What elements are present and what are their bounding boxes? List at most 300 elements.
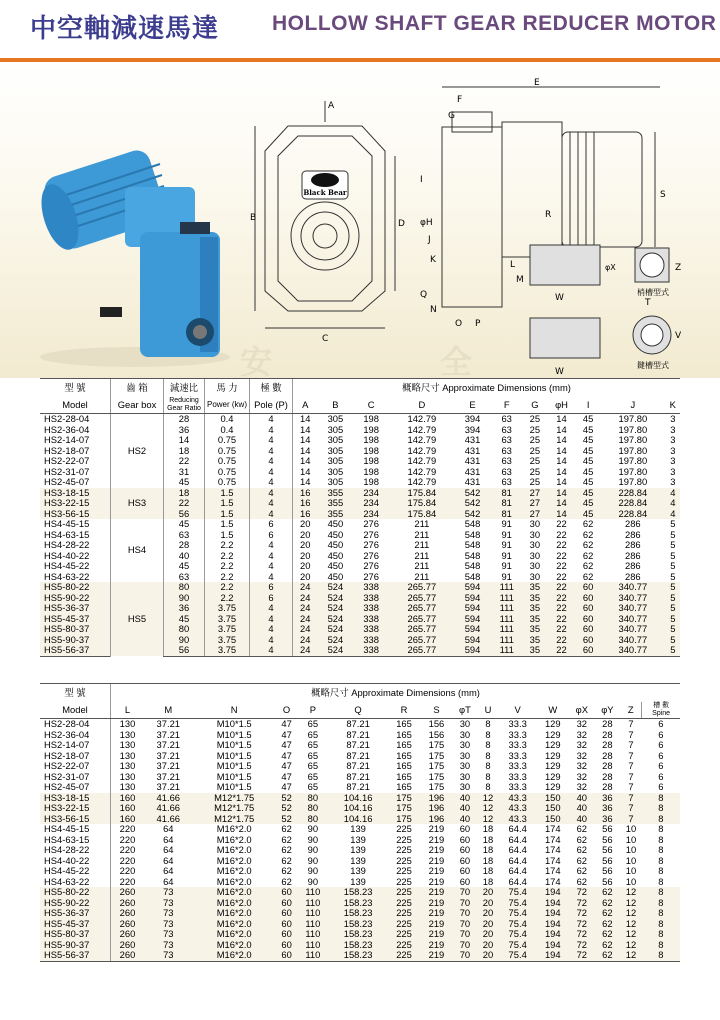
- cell-value: 18: [164, 446, 205, 457]
- cell-value: 60: [582, 581, 594, 592]
- cell-value: 60: [582, 602, 594, 613]
- cell-value: 175.84: [407, 507, 437, 519]
- cell-value: 7: [628, 812, 634, 824]
- cell-value: 91: [501, 539, 512, 550]
- cell-value: 355: [327, 507, 344, 519]
- cell-value: 3.75: [205, 603, 250, 614]
- cell-value: 8: [485, 781, 491, 792]
- cell-value: 64.4: [508, 854, 527, 866]
- col-dim-I: I: [576, 397, 600, 414]
- cell-value: 3.75: [205, 635, 250, 646]
- cell-value: 90: [307, 854, 319, 866]
- cell-value: 129: [544, 781, 561, 792]
- cell-value: 14: [556, 476, 567, 487]
- cell-value: 52: [281, 812, 292, 824]
- cell-value: 7: [628, 770, 634, 782]
- cell-value: 175: [396, 791, 412, 803]
- cell-value: M16*2.0: [216, 928, 252, 939]
- cell-value: 225: [396, 865, 412, 876]
- dim-label: M: [516, 275, 524, 285]
- cell-value: 139: [350, 854, 366, 866]
- cell-value: 62: [582, 560, 594, 571]
- dim-label: V: [675, 331, 682, 341]
- cell-value: 24: [293, 624, 318, 635]
- cell-value: 260: [111, 898, 144, 909]
- cell-value: 62: [576, 823, 588, 834]
- cell-model: HS2-28-04: [44, 413, 90, 424]
- cell-value: 225: [396, 833, 412, 845]
- cell-value: 80: [164, 582, 205, 593]
- cell-value: 594: [464, 591, 481, 603]
- cell-value: 156: [428, 718, 445, 729]
- cell-value: 37.21: [156, 718, 181, 729]
- cell-model: HS2-14-07: [44, 739, 90, 750]
- cell-value: 340.77: [618, 612, 648, 624]
- cell-value: 260: [111, 940, 144, 951]
- cell-value: 8: [658, 844, 664, 855]
- cell-value: 165: [396, 718, 412, 729]
- cell-value: 104.16: [343, 802, 373, 813]
- dim-label: J: [428, 235, 431, 245]
- cell-value: 45: [164, 561, 205, 572]
- cell-value: 47: [281, 770, 292, 782]
- cell-value: 4: [670, 486, 676, 498]
- cell-value: 524: [327, 612, 344, 624]
- cell-value: 14: [556, 486, 567, 498]
- cell-value: 340.77: [618, 633, 648, 645]
- cell-value: 12: [625, 896, 637, 908]
- cell-value: 594: [464, 623, 481, 634]
- cell-value: 228.84: [618, 497, 648, 508]
- cell-value: 8: [658, 812, 664, 824]
- cell-value: 8: [485, 770, 491, 782]
- cell-value: 8: [485, 760, 491, 771]
- cell-model: HS5-36-37: [44, 602, 90, 613]
- cell-value: 33.3: [508, 718, 527, 729]
- col-dim-φH: φH: [547, 397, 576, 414]
- cell-value: 10: [625, 823, 637, 834]
- cell-model: HS5-80-22: [44, 886, 90, 897]
- col-pole-en: Pole (P): [250, 397, 293, 414]
- cell-value: 60: [281, 938, 292, 950]
- cell-value: 14: [293, 414, 318, 425]
- cell-value: 22: [556, 623, 567, 634]
- cell-value: M12*1.75: [214, 812, 255, 824]
- cell-value: 338: [363, 602, 379, 613]
- col-dim-E: E: [455, 397, 491, 414]
- cell-value: 22: [164, 456, 205, 467]
- cell-value: 160: [111, 803, 144, 814]
- cell-value: 30: [529, 560, 541, 571]
- cell-value: 45: [582, 423, 594, 435]
- cell-value: 45: [582, 413, 594, 424]
- cell-model: HS3-22-15: [44, 802, 90, 813]
- cell-model: HS4-28-22: [44, 844, 90, 855]
- cell-value: 0.75: [205, 467, 250, 478]
- col-dim-B: B: [318, 397, 354, 414]
- cell-value: 10: [625, 875, 637, 887]
- cell-value: 139: [350, 833, 366, 845]
- cell-value: 30: [529, 549, 541, 561]
- cell-value: 91: [501, 560, 512, 571]
- cell-model: HS2-22-07: [44, 455, 90, 466]
- cell-value: 35: [529, 612, 541, 624]
- cell-value: 7: [628, 802, 634, 813]
- cell-value: 35: [529, 581, 541, 592]
- cell-value: 64: [163, 875, 174, 887]
- cell-value: 5: [670, 539, 676, 550]
- cell-value: 340.77: [618, 623, 648, 634]
- cell-value: 265.77: [407, 581, 437, 592]
- cell-value: 37.21: [156, 770, 181, 782]
- col-dim-V: V: [499, 702, 537, 719]
- cell-value: 276: [363, 570, 379, 582]
- cell-value: 14: [556, 507, 567, 519]
- cell-value: 62: [281, 865, 292, 876]
- cell-value: 0.4: [205, 414, 250, 425]
- dim-label: W: [555, 367, 564, 377]
- table-row: [40, 782, 680, 793]
- cell-model: HS4-63-22: [44, 875, 90, 887]
- cell-value: 211: [414, 570, 430, 582]
- cell-value: 8: [658, 938, 664, 950]
- cell-value: 6: [658, 739, 664, 750]
- cell-value: M10*1.5: [216, 749, 252, 761]
- cell-value: 56: [602, 875, 613, 887]
- cell-value: 22: [556, 518, 567, 529]
- cell-value: 73: [163, 907, 174, 918]
- col-dim-K: K: [666, 397, 680, 414]
- cell-value: 142.79: [407, 444, 437, 456]
- cell-value: 165: [396, 749, 412, 761]
- cell-value: 7: [628, 760, 634, 771]
- cell-value: 36: [602, 791, 613, 803]
- table-row: [40, 845, 680, 856]
- dim-label: N: [430, 305, 437, 315]
- cell-value: 32: [576, 749, 588, 761]
- cell-value: 175.84: [407, 497, 437, 508]
- cell-value: 4: [250, 624, 293, 635]
- cell-value: 47: [281, 718, 292, 729]
- cell-value: 111: [499, 581, 514, 592]
- cell-value: 220: [111, 856, 144, 867]
- cell-value: 260: [111, 929, 144, 940]
- cell-value: 104.16: [343, 812, 373, 824]
- cell-value: 28: [602, 739, 613, 750]
- cell-value: 73: [163, 928, 174, 939]
- cell-value: 60: [576, 645, 600, 656]
- col-power-zh: 馬 力: [205, 379, 250, 398]
- cell-value: 6: [658, 728, 664, 740]
- cell-value: 220: [111, 845, 144, 856]
- cell-value: 56: [164, 645, 205, 656]
- cell-value: 338: [363, 591, 379, 603]
- cell-value: 72: [576, 928, 588, 939]
- cell-value: 175: [428, 770, 445, 782]
- cell-value: 338: [363, 633, 379, 645]
- col-dim-A: A: [293, 397, 318, 414]
- cell-value: 4: [250, 435, 293, 446]
- cell-value: 110: [297, 950, 328, 961]
- cell-value: 27: [529, 497, 541, 508]
- cell-value: 130: [111, 782, 144, 793]
- col-ratio-zh: 減速比: [164, 379, 205, 398]
- cell-value: 22: [547, 645, 576, 656]
- cell-value: 20: [293, 572, 318, 583]
- cell-value: 355: [327, 486, 344, 498]
- col-pole-zh: 極 數: [250, 379, 293, 398]
- cell-value: 260: [111, 919, 144, 930]
- cell-value: 394: [464, 413, 481, 424]
- cell-value: 60: [582, 623, 594, 634]
- cell-value: 220: [111, 877, 144, 888]
- cell-value: 142.79: [407, 476, 437, 487]
- cell-value: 6: [658, 770, 664, 782]
- cell-value: 219: [428, 907, 445, 918]
- cell-value: 60: [281, 917, 292, 929]
- cell-value: 548: [464, 549, 481, 561]
- cell-model: HS3-18-15: [44, 486, 90, 498]
- cell-value: 63: [501, 444, 512, 456]
- cell-value: 8: [658, 886, 664, 897]
- cell-value: 22: [556, 581, 567, 592]
- cell-value: 5: [670, 581, 676, 592]
- cell-value: 110: [305, 896, 321, 908]
- cell-value: 175: [396, 812, 412, 824]
- col-model-en: Model: [40, 702, 111, 719]
- cell-value: 62: [576, 854, 588, 866]
- cell-value: 219: [428, 875, 445, 887]
- cell-value: 4: [250, 645, 293, 656]
- cell-value: 174: [544, 854, 561, 866]
- cell-value: 548: [464, 539, 481, 550]
- cell-value: 10: [625, 854, 637, 866]
- cell-value: 72: [576, 886, 588, 897]
- col-dim-F: F: [490, 397, 523, 414]
- cell-value: 37.21: [156, 728, 181, 740]
- cell-value: 14: [556, 497, 567, 508]
- cell-value: 158.23: [328, 950, 387, 961]
- cell-value: 64: [163, 823, 174, 834]
- cell-value: 30: [529, 528, 541, 540]
- cell-value: 110: [305, 907, 321, 918]
- cell-value: 276: [363, 539, 379, 550]
- table-row: [40, 887, 680, 898]
- cell-value: 431: [464, 434, 481, 445]
- cell-value: M16*2.0: [216, 938, 252, 950]
- cell-value: 1.5: [205, 519, 250, 530]
- cell-value: 64: [163, 854, 174, 866]
- cell-value: 60: [459, 854, 471, 866]
- cell-value: 32: [576, 781, 588, 792]
- cell-value: M10*1.5: [216, 739, 252, 750]
- cell-value: 62: [576, 865, 588, 876]
- cell-value: 56: [602, 854, 613, 866]
- cell-value: 14: [164, 435, 205, 446]
- cell-value: 276: [363, 549, 379, 561]
- cell-value: 338: [353, 645, 389, 656]
- brand-label: Black Bear: [303, 188, 347, 197]
- cell-value: 198: [363, 444, 379, 456]
- cell-value: 91: [501, 528, 512, 540]
- cell-value: 6: [658, 760, 664, 771]
- cell-value: 24: [293, 614, 318, 625]
- cell-value: 197.80: [618, 455, 648, 466]
- cell-value: 165: [396, 760, 412, 771]
- cell-model: HS3-18-15: [44, 791, 90, 803]
- cell-value: 80: [307, 812, 319, 824]
- cell-model: HS4-63-15: [44, 528, 90, 540]
- cell-value: 65: [307, 781, 319, 792]
- cell-value: 104.16: [343, 791, 373, 803]
- cell-value: 56: [602, 833, 613, 845]
- cell-value: 40: [164, 551, 205, 562]
- dim-label: L: [510, 260, 516, 270]
- cell-value: 52: [281, 791, 292, 803]
- cell-value: 22: [556, 612, 567, 624]
- cell-value: 219: [428, 865, 445, 876]
- cell-value: 62: [602, 938, 613, 950]
- cell-value: M12*1.75: [214, 791, 255, 803]
- cell-value: 4: [250, 467, 293, 478]
- cell-value: 139: [350, 875, 366, 887]
- dim-label: E: [534, 78, 540, 88]
- cell-value: 305: [327, 465, 344, 477]
- cell-model: HS3-56-15: [44, 507, 90, 519]
- cell-value: 32: [576, 728, 588, 740]
- cell-value: 33.3: [508, 770, 527, 782]
- cell-value: 22: [556, 539, 567, 550]
- cell-value: 305: [327, 476, 344, 487]
- cell-value: 81: [501, 497, 512, 508]
- cell-value: 27: [529, 507, 541, 519]
- cell-value: 260: [111, 908, 144, 919]
- table-row: [40, 929, 680, 940]
- table-row: [40, 519, 680, 530]
- cell-value: 4: [670, 507, 676, 519]
- cell-value: 45: [582, 476, 594, 487]
- shaft-detail-drawing: [525, 240, 715, 380]
- cell-value: 225: [396, 844, 412, 855]
- cell-value: 0.75: [205, 446, 250, 457]
- cell-value: 30: [459, 728, 471, 740]
- cell-value: 30: [459, 718, 471, 729]
- cell-value: 4: [250, 414, 293, 425]
- cell-value: 150: [544, 812, 561, 824]
- cell-value: 75.4: [508, 907, 527, 918]
- cell-value: 90: [164, 635, 205, 646]
- cell-value: 35: [529, 602, 541, 613]
- cell-value: 6: [250, 519, 293, 530]
- cell-value: 36: [602, 802, 613, 813]
- cell-gearbox: HS2: [111, 414, 164, 488]
- cell-value: 111: [499, 591, 514, 603]
- col-dim-G: G: [523, 397, 547, 414]
- cell-value: 450: [327, 539, 344, 550]
- cell-value: 60: [281, 896, 292, 908]
- cell-value: 225: [396, 896, 412, 908]
- cell-value: 87.21: [346, 718, 370, 729]
- cell-value: M16*2.0: [216, 917, 252, 929]
- cell-model: HS5-80-37: [44, 623, 90, 634]
- cell-value: 12: [482, 812, 494, 824]
- cell-value: 72: [576, 938, 588, 950]
- cell-value: 175: [428, 760, 445, 771]
- cell-value: 542: [464, 507, 481, 519]
- cell-value: 265.77: [407, 633, 437, 645]
- cell-value: 70: [459, 928, 471, 939]
- cell-model: HS2-45-07: [44, 781, 90, 792]
- table-row: [40, 582, 680, 593]
- cell-value: 64: [163, 844, 174, 855]
- cell-value: 431: [464, 465, 481, 477]
- cell-value: 165: [396, 770, 412, 782]
- cell-value: 594: [464, 581, 481, 592]
- cell-value: 62: [281, 844, 292, 855]
- cell-value: 14: [556, 423, 567, 435]
- cell-value: 4: [250, 635, 293, 646]
- dim-label: D: [398, 219, 405, 229]
- cell-value: 219: [428, 823, 445, 834]
- cell-model: HS5-45-37: [44, 612, 90, 624]
- cell-value: 4: [250, 572, 293, 583]
- cell-value: 63: [501, 423, 512, 435]
- cell-value: 2.2: [205, 572, 250, 583]
- cell-value: 524: [318, 645, 354, 656]
- cell-value: 35: [529, 591, 541, 603]
- cell-value: 20: [293, 540, 318, 551]
- cell-value: 62: [602, 917, 613, 929]
- cell-model: HS2-14-07: [44, 434, 90, 445]
- dim-label: P: [475, 319, 481, 329]
- dim-label: Z: [675, 263, 682, 273]
- cell-value: 197.80: [618, 444, 648, 456]
- cell-value: 194: [537, 950, 569, 961]
- dim-label: T: [645, 298, 651, 308]
- cell-model: HS5-56-37: [40, 645, 111, 656]
- cell-value: 47: [281, 749, 292, 761]
- col-dim-Q: Q: [328, 702, 387, 719]
- cell-value: 12: [625, 886, 637, 897]
- cell-value: 43.3: [508, 812, 527, 824]
- cell-value: 8: [658, 854, 664, 866]
- cell-value: 75.4: [499, 950, 537, 961]
- cell-value: 62: [576, 875, 588, 887]
- cell-value: 165: [396, 739, 412, 750]
- cell-value: 65: [307, 760, 319, 771]
- cell-value: 25: [529, 455, 541, 466]
- cell-value: 450: [327, 560, 344, 571]
- cell-value: 28: [602, 770, 613, 782]
- cell-value: 139: [350, 823, 366, 834]
- cell-value: 47: [281, 760, 292, 771]
- cell-value: 70: [459, 907, 471, 918]
- cell-value: 194: [544, 896, 561, 908]
- cell-value: 62: [281, 823, 292, 834]
- cell-value: 18: [164, 488, 205, 499]
- col-dim-φX: φX: [569, 702, 595, 719]
- cell-value: 28: [602, 760, 613, 771]
- cell-value: 62: [281, 833, 292, 845]
- cell-value: 594: [464, 612, 481, 624]
- watermark-char: 安: [240, 343, 273, 381]
- cell-value: 158.23: [343, 886, 373, 897]
- cell-value: 62: [602, 928, 613, 939]
- title-chinese: 中空軸減速馬達: [30, 14, 220, 44]
- cell-value: 4: [250, 425, 293, 436]
- cell-value: 65: [307, 739, 319, 750]
- cell-value: 431: [464, 444, 481, 456]
